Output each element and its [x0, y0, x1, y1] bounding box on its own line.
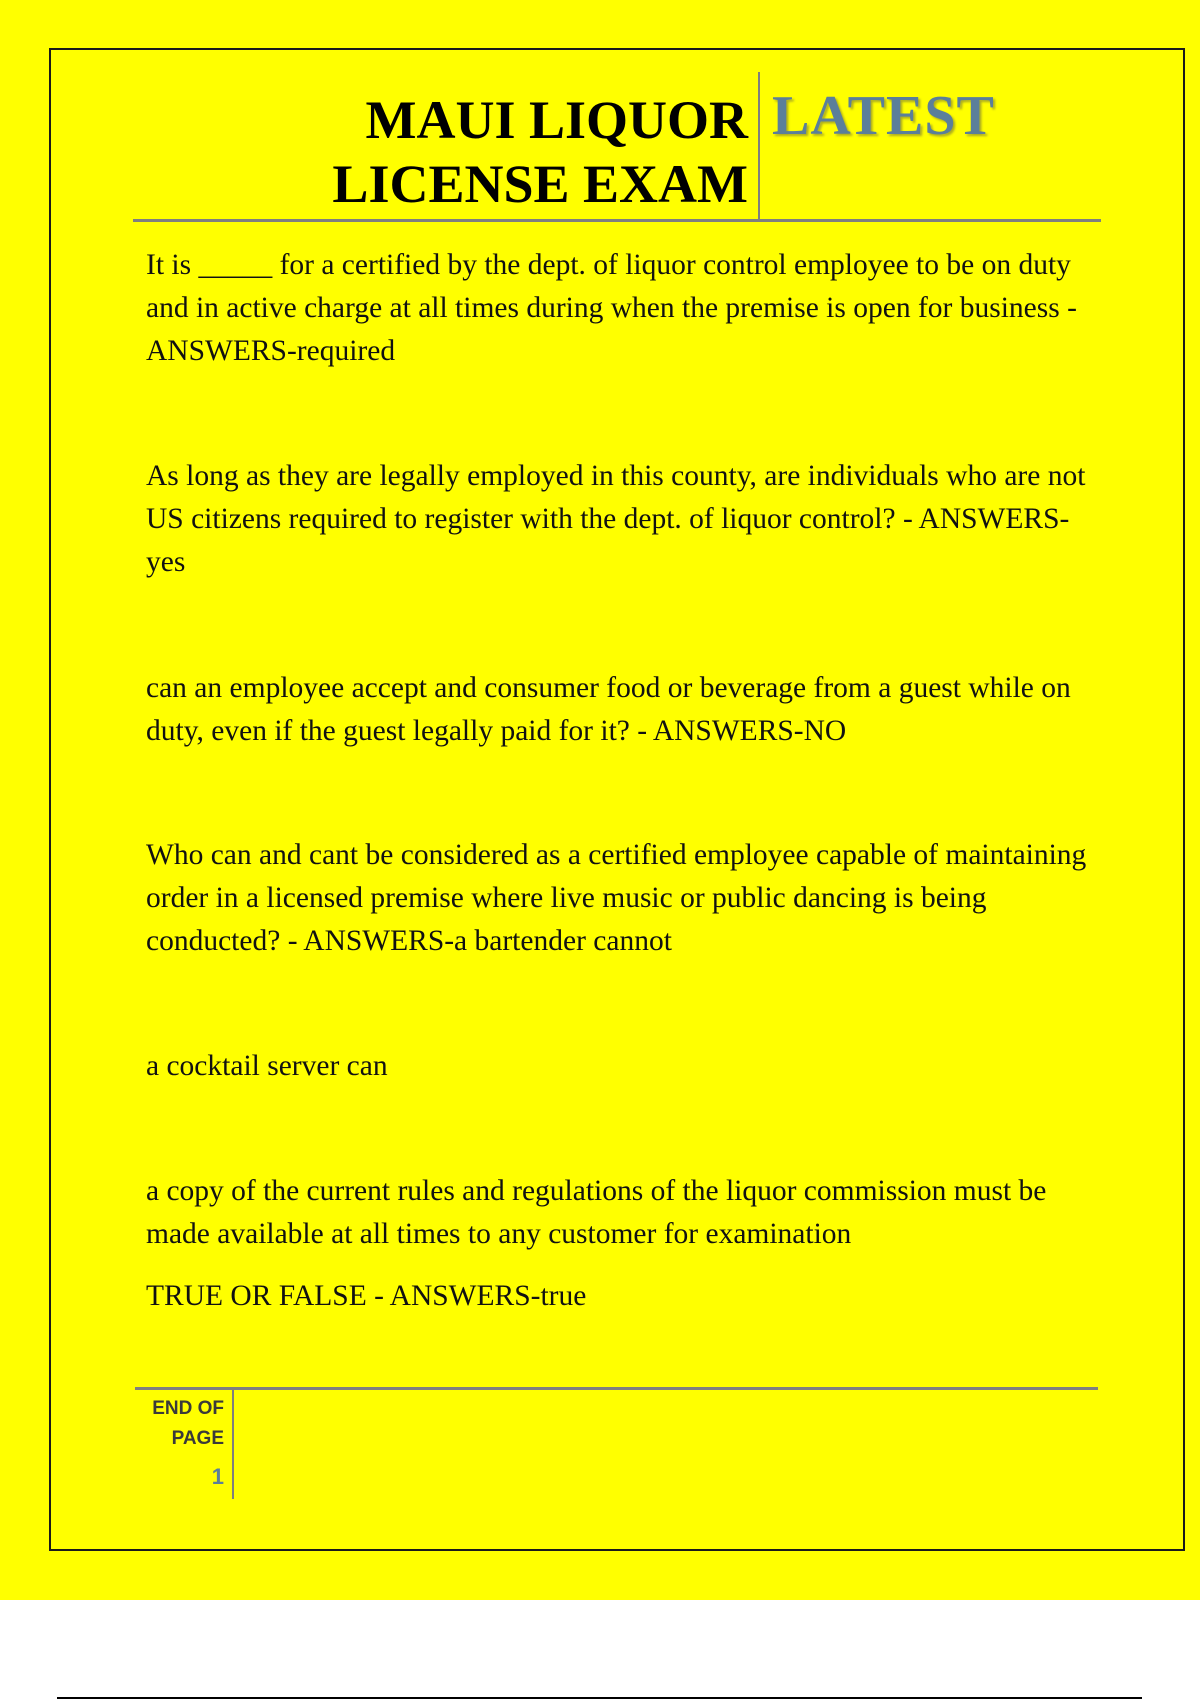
title-line-2: LICENSE EXAM — [332, 154, 748, 214]
header-rule — [133, 219, 1101, 222]
document-title — [260, 88, 748, 216]
page-number: 1 — [211, 1464, 224, 1489]
latest-badge: LATEST — [772, 85, 995, 147]
qa-item-5: a cocktail server can — [146, 1050, 388, 1082]
footer-vertical-divider — [232, 1389, 234, 1499]
title-line-1: MAUI LIQUOR — [365, 90, 748, 150]
page-label: PAGE — [171, 1428, 224, 1449]
end-of-page-label — [140, 1394, 224, 1454]
qa-item-1: It is _____ for a certified by the dept. of liquor control employee to be on duty and in active charge at all times during when the premise is open for business - ANSWERS-required — [146, 249, 1077, 367]
qa-item-3: can an employee accept and consumer food or beverage from a guest while on duty, even if the guest legally paid for it? - ANSWERS-NO — [146, 672, 1071, 747]
qa-item-2: As long as they are legally employed in this county, are individuals who are not US citizens required to register with the dept. of liquor control? - ANSWERS-yes — [146, 460, 1086, 578]
qa-item-7: TRUE OR FALSE - ANSWERS-true — [146, 1280, 587, 1312]
footer-rule — [135, 1387, 1098, 1390]
qa-item-6: a copy of the current rules and regulations of the liquor commission must be made available at all times to any customer for examination — [146, 1175, 1047, 1250]
header-vertical-divider — [758, 72, 760, 220]
bottom-page-rule — [57, 1697, 1142, 1699]
end-of-label: END OF — [152, 1398, 224, 1419]
qa-item-4: Who can and cant be considered as a certified employee capable of maintaining order in a licensed premise where live music or public dancing is being conducted? - ANSWERS-a bartender cannot — [146, 839, 1087, 957]
